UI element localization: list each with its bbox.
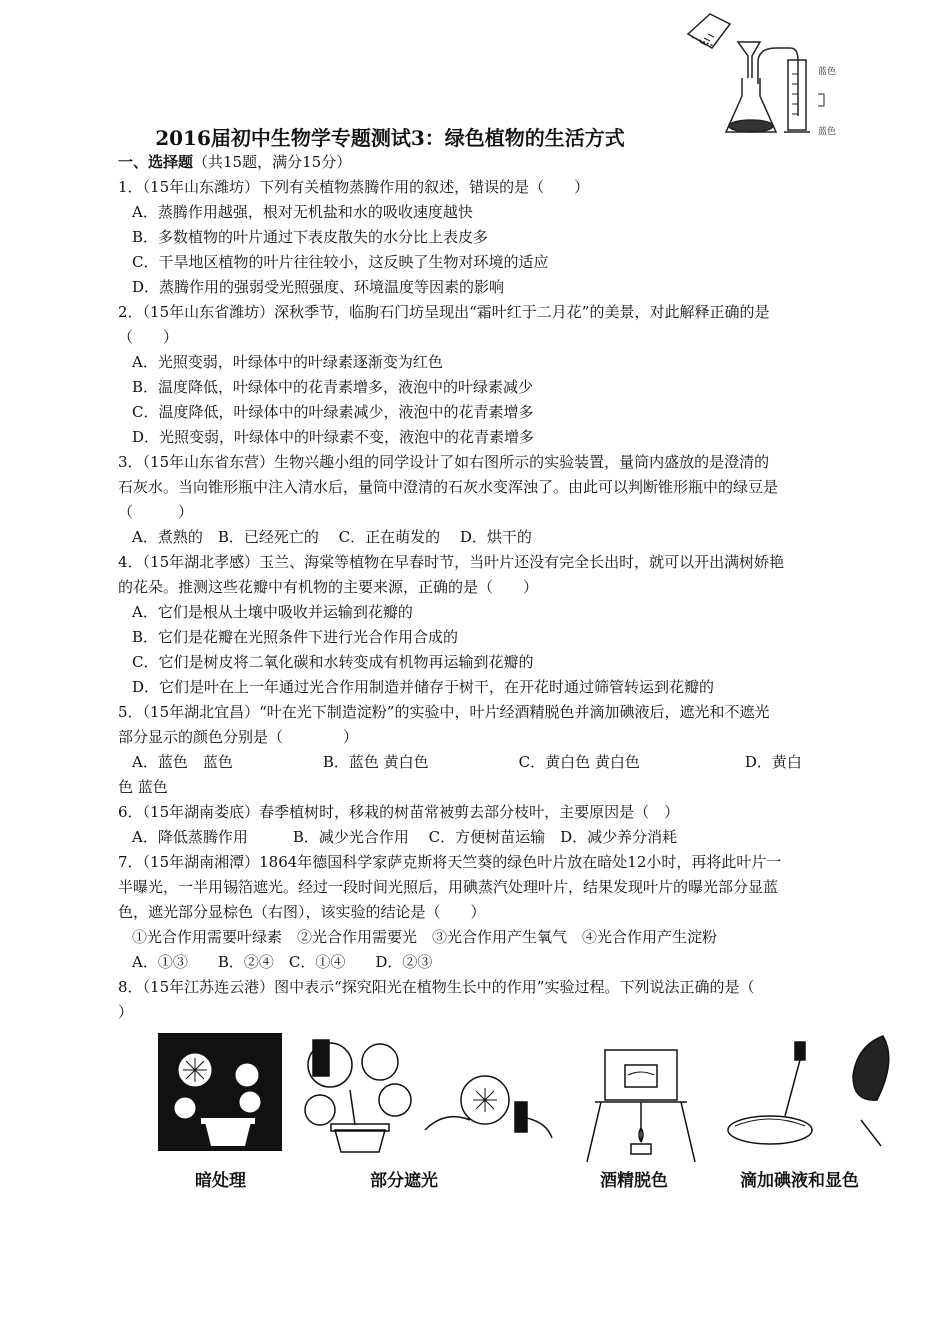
question-7: 7．（15年湖南湘潭）1864年德国科学家萨克斯将天竺葵的绿色叶片放在暗处12小时，再将此叶片一 (118, 853, 782, 871)
apparatus-label-top: 蓝色 (818, 67, 837, 77)
option-2b: B．温度降低，叶绿体中的花青素增多，液泡中的叶绿素减少 (132, 378, 534, 396)
option-4d: D．它们是叶在上一年通过光合作用制造并储存于树干，在开花时通过筛管转运到花瓣的 (132, 678, 715, 696)
section-note: （共15题，满分15分） (193, 153, 352, 171)
dark-treatment-image (158, 1033, 282, 1151)
caption-partial-shading: 部分遮光 (370, 1171, 438, 1191)
question-7-cont: 半曝光，一半用锡箔遮光。经过一段时间光照后，用碘蒸汽处理叶片，结果发现叶片的曝光部分显蓝 (118, 878, 779, 896)
page-title: 2016届初中生物学专题测试3：绿色植物的生活方式 (155, 126, 625, 150)
option-2a: A．光照变弱，叶绿体中的叶绿素逐渐变为红色 (132, 353, 443, 371)
question-5: 5．（15年湖北宜昌）“叶在光下制造淀粉”的实验中，叶片经酒精脱色并滴加碘液后，遮光和不遮光 (118, 703, 770, 721)
question-7-cont2: 色，遮光部分显棕色（右图），该实验的结论是（ ） (118, 903, 486, 921)
options-3: A．煮熟的 B．已经死亡的 C．正在萌发的 D．烘干的 (132, 528, 532, 546)
question-8: 8．（15年江苏连云港）图中表示“探究阳光在植物生长中的作用”实验过程。下列说法正确的是（ (118, 978, 755, 996)
options-5-cont: 色 蓝色 (118, 778, 168, 796)
section-name: 一、选择题 (118, 153, 194, 171)
caption-dark-treatment: 暗处理 (195, 1171, 246, 1191)
question-2-cont: （ ） (118, 328, 179, 346)
partial-shading-image (305, 1040, 552, 1152)
iodine-staining-image (728, 1036, 889, 1146)
statements-7: ①光合作用需要叶绿素 ②光合作用需要光 ③光合作用产生氧气 ④光合作用产生淀粉 (132, 928, 718, 946)
option-2c: C．温度降低，叶绿体中的叶绿素减少，液泡中的花青素增多 (132, 403, 534, 421)
caption-alcohol-decolorization: 酒精脱色 (600, 1171, 668, 1191)
question-2: 2．（15年山东省潍坊）深秋季节，临朐石门坊呈现出“霜叶红于二月花”的美景，对此解释正确的是 (118, 303, 770, 321)
options-6: A．降低蒸腾作用 B．减少光合作用 C．方便树苗运输 D．减少养分消耗 (132, 828, 678, 846)
section-header (118, 152, 351, 172)
option-4a: A．它们是根从土壤中吸收并运输到花瓣的 (132, 603, 413, 621)
option-1d: D．蒸腾作用的强弱受光照强度、环境温度等因素的影响 (132, 278, 505, 296)
option-1b: B．多数植物的叶片通过下表皮散失的水分比上表皮多 (132, 228, 489, 246)
question-1: 1．（15年山东潍坊）下列有关植物蒸腾作用的叙述，错误的是（ ） (118, 178, 590, 196)
option-4c: C．它们是树皮将二氧化碳和水转变成有机物再运输到花瓣的 (132, 653, 534, 671)
option-1a: A．蒸腾作用越强，根对无机盐和水的吸收速度越快 (132, 203, 473, 221)
options-7: A．①③ B．②④ C．①④ D．②③ (132, 953, 433, 971)
options-5: A．蓝色 蓝色 B．蓝色 黄白色 C．黄白色 黄白色 D．黄白 (132, 753, 802, 771)
question-3: 3．（15年山东省东营）生物兴趣小组的同学设计了如右图所示的实验装置，量筒内盛放的是澄清的 (118, 453, 770, 471)
question-6: 6．（15年湖南娄底）春季植树时，移栽的树苗常被剪去部分枝叶，主要原因是（ ） (118, 803, 680, 821)
question-3-cont2: （ ） (118, 503, 194, 521)
option-2d: D．光照变弱，叶绿体中的叶绿素不变，液泡中的花青素增多 (132, 428, 535, 446)
question-5-cont: 部分显示的颜色分别是（ ） (118, 728, 359, 746)
apparatus-label-bottom: 蓝色 (818, 127, 837, 137)
question-3-cont: 石灰水。当向锥形瓶中注入清水后，量筒中澄清的石灰水变浑浊了。由此可以判断锥形瓶中的绿豆是 (118, 478, 779, 496)
option-4b: B．它们是花瓣在光照条件下进行光合作用合成的 (132, 628, 459, 646)
option-1c: C．干旱地区植物的叶片往往较小，这反映了生物对环境的适应 (132, 253, 549, 271)
caption-iodine-staining: 滴加碘液和显色 (740, 1171, 859, 1191)
alcohol-decolorization-image (587, 1050, 695, 1162)
question-4: 4．（15年湖北孝感）玉兰、海棠等植物在早春时节，当叶片还没有完全长出时，就可以开出满树娇艳 (118, 553, 785, 571)
question-8-cont: ） (118, 1003, 134, 1021)
question-4-cont: 的花朵。推测这些花瓣中有机物的主要来源，正确的是（ ） (118, 578, 539, 596)
